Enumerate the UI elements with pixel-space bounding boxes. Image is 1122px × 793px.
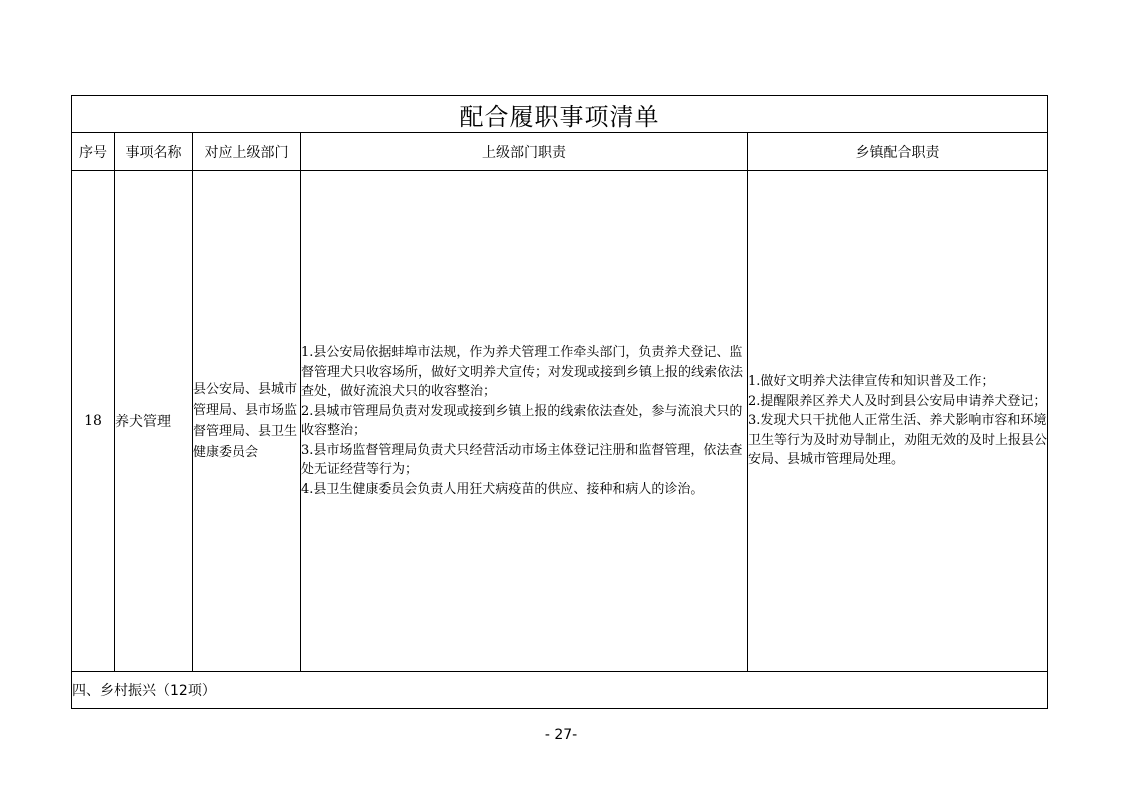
section-heading: 四、乡村振兴（12项）	[72, 672, 1048, 709]
header-town-duty: 乡镇配合职责	[748, 133, 1048, 171]
upper-duty-item: 2.县城市管理局负责对发现或接到乡镇上报的线索依法查处，参与流浪犬只的收容整治；	[301, 403, 743, 438]
upper-duty-item: 1.县公安局依据蚌埠市法规，作为养犬管理工作牵头部门，负责养犬登记、监督管理犬只收容场所，做好文明养犬宣传；对发现或接到乡镇上报的线索依法查处，做好流浪犬只的收容整治；	[301, 345, 744, 399]
page-title: 配合履职事项清单	[72, 96, 1048, 133]
row-upper-duty	[301, 171, 748, 672]
upper-duty-item: 3.县市场监督管理局负责犬只经营活动市场主体登记注册和监督管理，依法查处无证经营等行为；	[301, 442, 743, 477]
town-duty-item: 1.做好文明养犬法律宣传和知识普及工作；	[748, 374, 995, 390]
row-no: 18	[72, 171, 115, 672]
header-upper-duty: 上级部门职责	[301, 133, 748, 171]
responsibility-table	[71, 95, 1048, 709]
table-row	[72, 171, 1048, 672]
header-item-name: 事项名称	[115, 133, 193, 171]
town-duty-item: 3.发现犬只干扰他人正常生活、养犬影响市容和环境卫生等行为及时劝导制止，劝阻无效的及时上报县公安局、县城市管理局处理。	[748, 413, 1048, 468]
row-item-name: 养犬管理	[115, 171, 193, 672]
header-row	[72, 133, 1048, 171]
header-no: 序号	[72, 133, 115, 171]
town-duty-item: 2.提醒限养区养犬人及时到县公安局申请养犬登记；	[748, 393, 1047, 409]
header-upper-department: 对应上级部门	[193, 133, 301, 171]
section-row	[72, 672, 1048, 709]
row-upper-department: 县公安局、县城市管理局、县市场监督管理局、县卫生健康委员会	[193, 171, 301, 672]
row-town-duty	[748, 171, 1048, 672]
page-number: - 27-	[544, 727, 578, 743]
upper-duty-item: 4.县卫生健康委员会负责人用狂犬病疫苗的供应、接种和病人的诊治。	[301, 481, 704, 497]
